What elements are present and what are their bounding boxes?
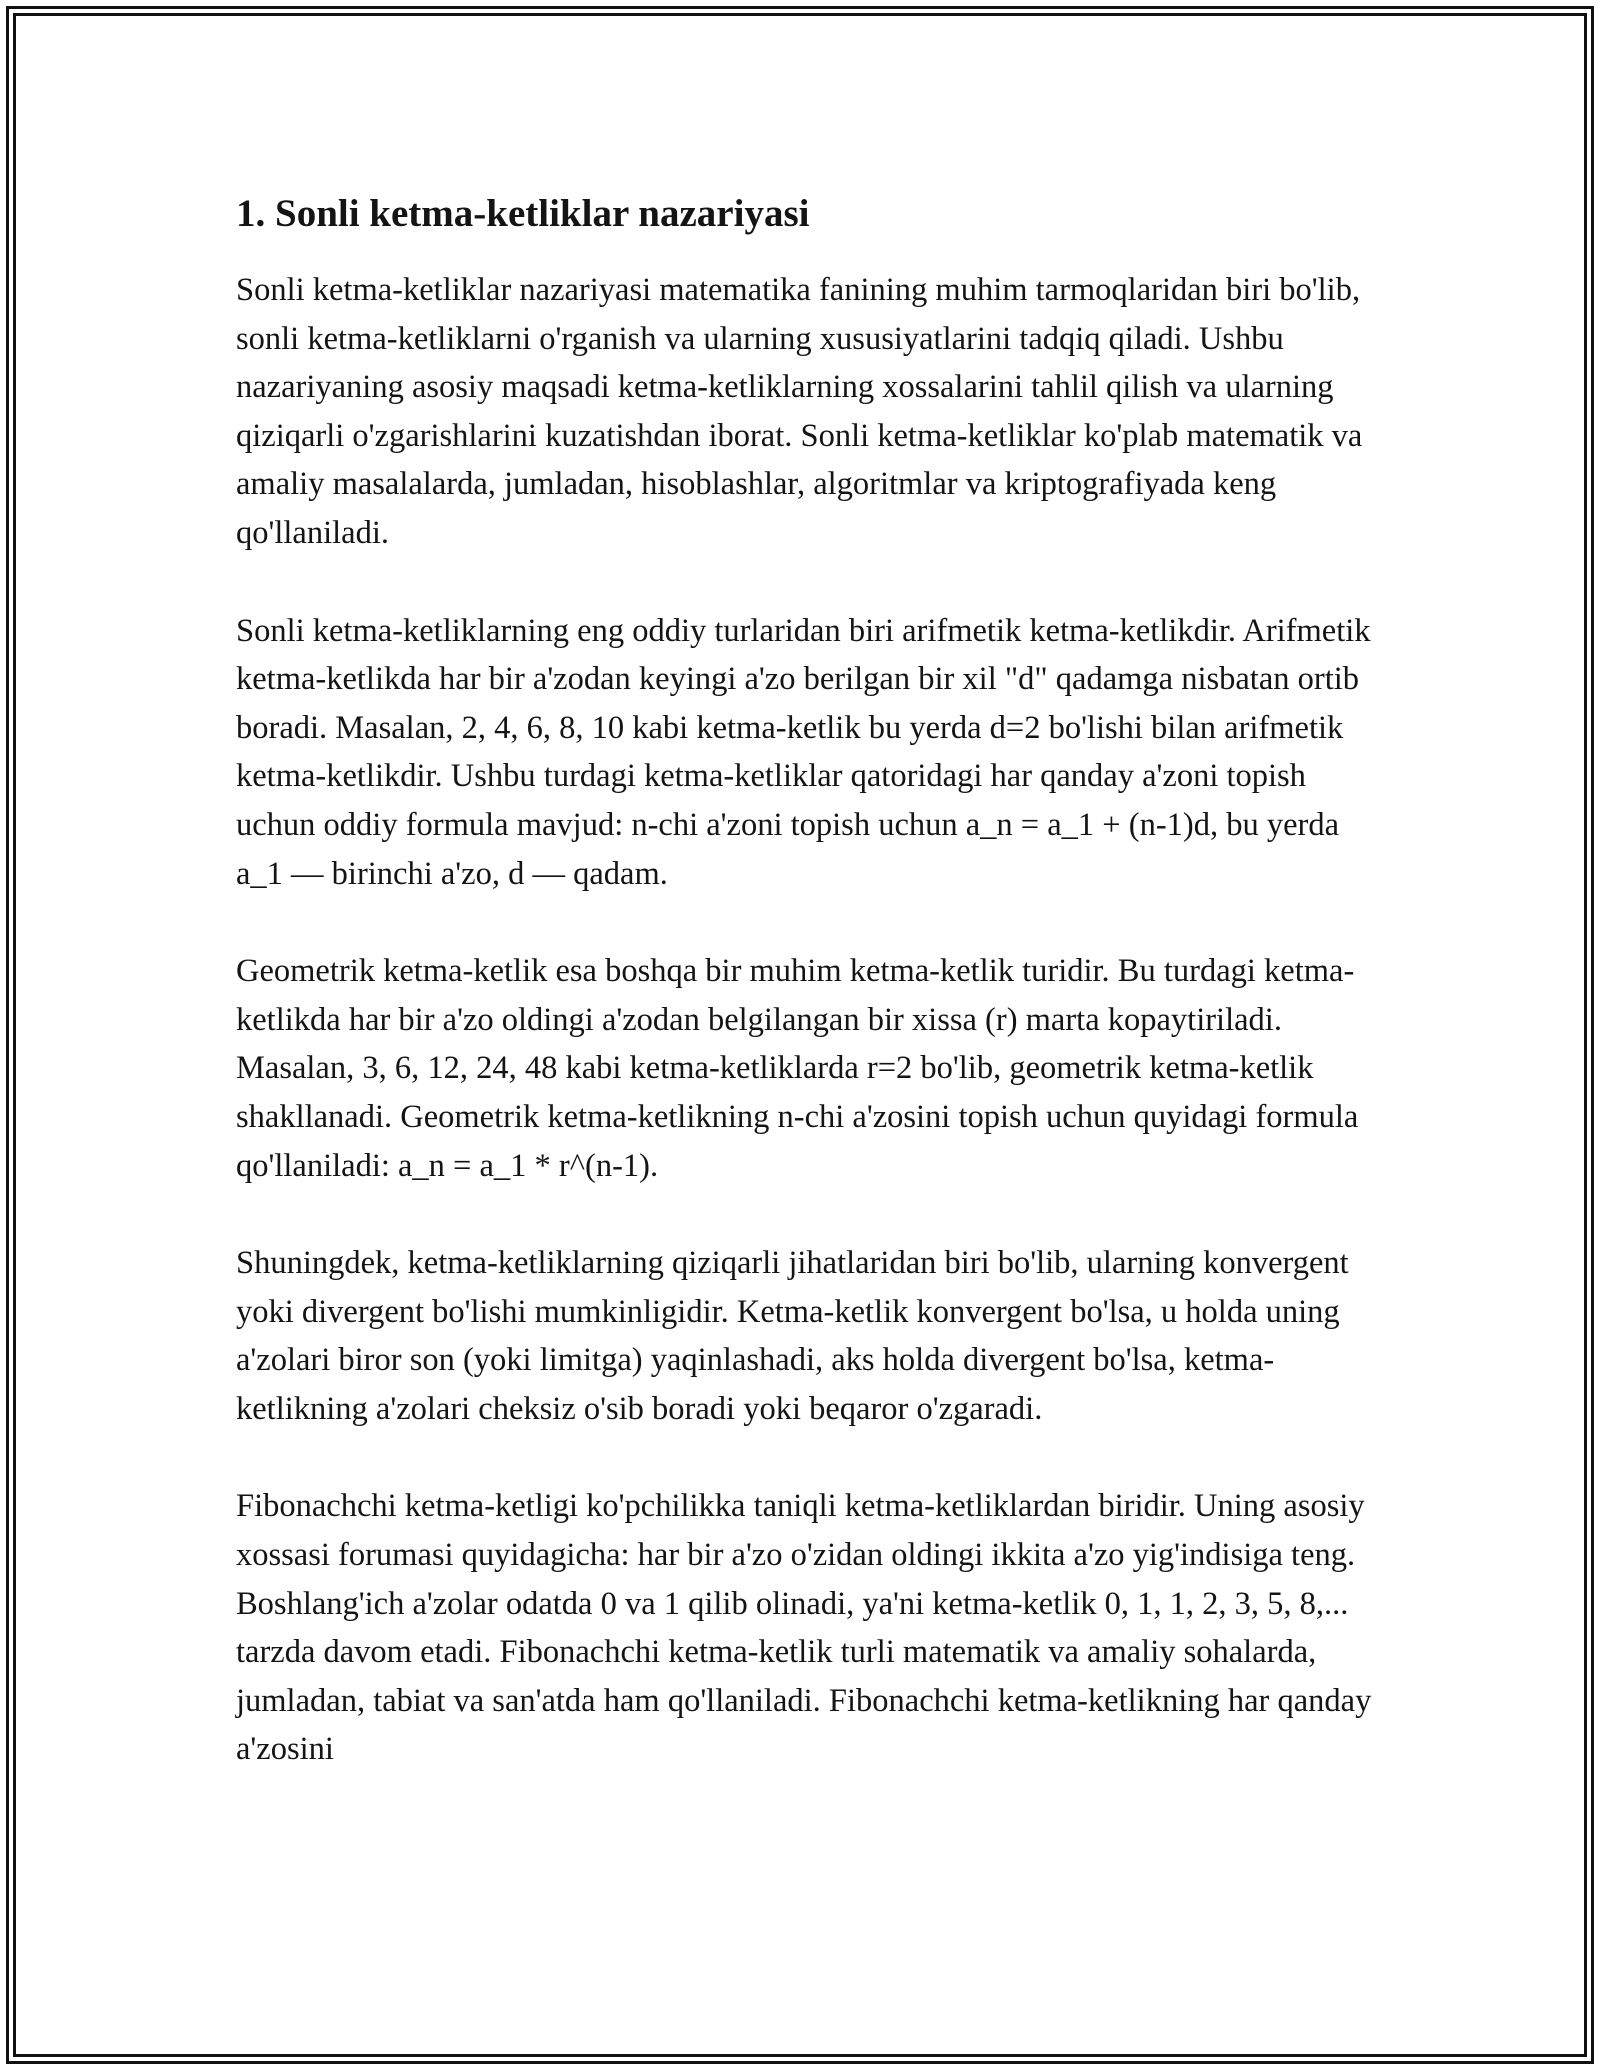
section-title: 1. Sonli ketma-ketliklar nazariyasi — [236, 192, 810, 235]
paragraph-intro: Sonli ketma-ketliklar nazariyasi matematika fanining muhim tarmoqlaridan biri bo'lib, sonli ketma-ketliklarni o'rganish va ularning xususiyatlarini tadqiq qiladi. Ushbu nazariyaning asosiy maqsadi ketma-ketliklarning xossalarini tahlil qilish va ularning qiziqarli o'zgarishlarini kuzatishdan iborat. Sonli ketma-ketliklar ko'plab matematik va amaliy masalalarda, jumladan, hisoblashlar, algoritmlar va kriptografiyada keng qo'llaniladi. — [236, 272, 1363, 551]
paragraph-fibonacci: Fibonachchi ketma-ketligi ko'pchilikka taniqli ketma-ketliklardan biridir. Uning asosiy xossasi forumasi quyidagicha: har bir a'zo o'zidan oldingi ikkita a'zo yig'indisiga teng. Boshlang'ich a'zolar odatda 0 va 1 qilib olinadi, ya'ni ketma-ketlik 0, 1, 1, 2, 3, 5, 8,... tarzda davom etadi. Fibonachchi ketma-ketlik turli matematik va amaliy sohalarda, jumladan, tabiat va san'atda ham qo'llaniladi. Fibonachchi ketma-ketlikning har qanday a'zosini — [236, 1488, 1372, 1768]
paragraph-arithmetic-sequence: Sonli ketma-ketliklarning eng oddiy turlaridan biri arifmetik ketma-ketlikdir. Arifmetik ketma-ketlikda har bir a'zodan keyingi a'zo berilgan bir xil "d" qadamga nisbatan ortib boradi. Masalan, 2, 4, 6, 8, 10 kabi ketma-ketlik bu yerda d=2 bo'lishi bilan arifmetik ketma-ketlikdir. Ushbu turdagi ketma-ketliklar qatoridagi har qanday a'zoni topish uchun oddiy formula mavjud: n-chi a'zoni topish uchun a_n = a_1 + (n-1)d, bu yerda a_1 — birinchi a'zo, d — qadam. — [236, 612, 1371, 892]
paragraph-convergence: Shuningdek, ketma-ketliklarning qiziqarli jihatlaridan biri bo'lib, ularning konvergent yoki divergent bo'lishi mumkinligidir. Ketma-ketlik konvergent bo'lsa, u holda uning a'zolari biror son (yoki limitga) yaqinlashadi, aks holda divergent bo'lsa, ketma-ketlikning a'zolari cheksiz o'sib boradi yoki beqaror o'zgaradi. — [236, 1245, 1349, 1427]
paragraph-geometric-sequence: Geometrik ketma-ketlik esa boshqa bir muhim ketma-ketlik turidir. Bu turdagi ketma-ketlikda har bir a'zo oldingi a'zodan belgilangan bir xissa (r) marta kopaytiriladi. Masalan, 3, 6, 12, 24, 48 kabi ketma-ketliklarda r=2 bo'lib, geometrik ketma-ketlik shakllanadi. Geometrik ketma-ketlikning n-chi a'zosini topish uchun quyidagi formula qo'llaniladi: a_n = a_1 * r^(n-1). — [236, 953, 1359, 1184]
document-body — [236, 186, 1376, 1823]
